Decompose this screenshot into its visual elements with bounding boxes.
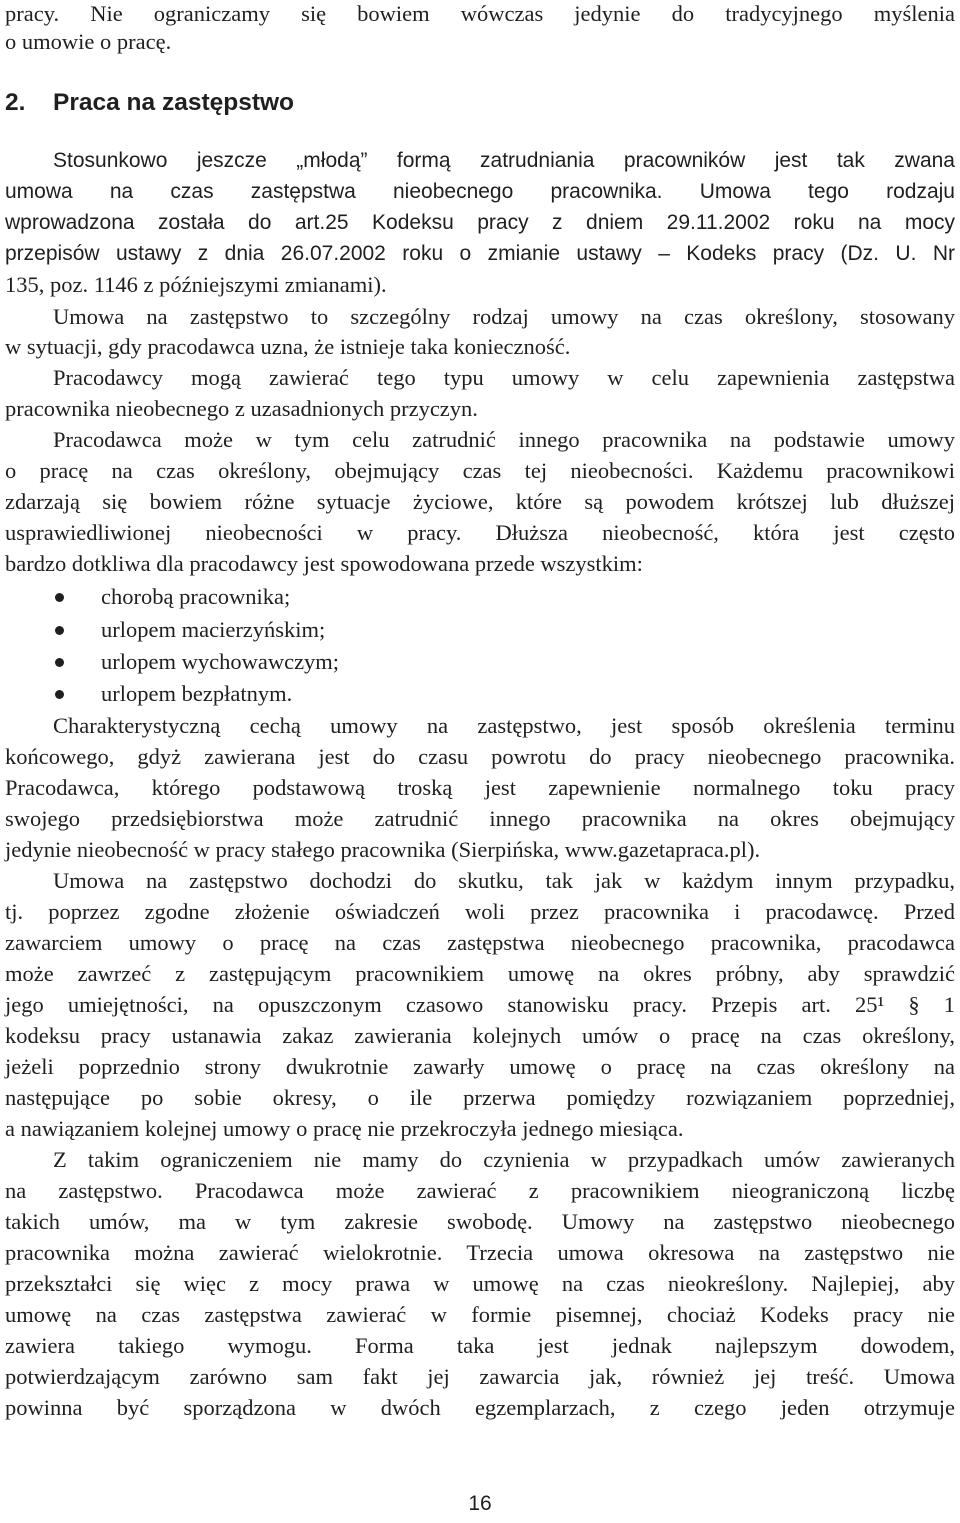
body-text-line: pracy. Nie ograniczamy się bowiem wówczas jedynie do tradycyjnego myślenia (5, 1, 955, 26)
body-text-line: Charakterystyczną cechą umowy na zastępstwo, jest sposób określenia terminu (53, 713, 955, 738)
body-text-line: może zawrzeć z zastępującym pracownikiem umowę na okres próbny, aby sprawdzić (5, 961, 955, 986)
body-text-line: przekształci się więc z mocy prawa w umowę na czas nieokreślony. Najlepiej, aby (5, 1271, 955, 1296)
body-text-line: Pracodawca może w tym celu zatrudnić innego pracownika na podstawie umowy (53, 427, 955, 452)
body-text-line: a nawiązaniem kolejnej umowy o pracę nie przekroczyła jednego miesiąca. (5, 1116, 684, 1141)
body-text-line: takich umów, ma w tym zakresie swobodę. Umowy na zastępstwo nieobecnego (5, 1209, 955, 1234)
body-text-line: Pracodawcy mogą zawierać tego typu umowy w celu zapewnienia zastępstwa (53, 365, 955, 390)
list-item (0, 583, 960, 611)
body-text-line: umowę na czas zastępstwa zawierać w formie pisemnej, chociaż Kodeks pracy nie (5, 1302, 955, 1327)
list-item-text: urlopem wychowawczym; (101, 649, 340, 674)
body-text-line: Pracodawca, którego podstawową troską jest zapewnienie normalnego toku pracy (5, 775, 955, 800)
body-text-line: o umowie o pracę. (5, 29, 172, 54)
body-text-line: jego umiejętności, na opuszczonym czasowo stanowisku pracy. Przepis art. 25¹ § 1 (5, 992, 955, 1017)
list-item-text: urlopem macierzyńskim; (101, 617, 326, 642)
section-number: 2. (5, 89, 26, 116)
list-item (0, 648, 960, 676)
body-text-line: Z takim ograniczeniem nie mamy do czynienia w przypadkach umów zawieranych (53, 1147, 955, 1172)
section-heading (5, 88, 294, 118)
body-text-line: zawiera takiego wymogu. Forma taka jest jednak najlepszym dowodem, (5, 1333, 955, 1358)
list-item-text: chorobą pracownika; (101, 584, 291, 609)
body-text-line: Stosunkowo jeszcze „młodą” formą zatrudniania pracowników jest tak zwana (53, 149, 955, 172)
body-text-line: 135, poz. 1146 z późniejszymi zmianami). (5, 272, 387, 297)
body-text-line: następujące po sobie okresy, o ile przerwa pomiędzy rozwiązaniem poprzedniej, (5, 1085, 955, 1110)
body-text-line: usprawiedliwionej nieobecności w pracy. Dłuższa nieobecność, która jest często (5, 520, 955, 545)
body-text-line: w sytuacji, gdy pracodawca uzna, że istnieje taka konieczność. (5, 334, 571, 359)
body-text-line: Umowa na zastępstwo to szczególny rodzaj umowy na czas określony, stosowany (53, 304, 955, 329)
text-fragment: 25 Kodeksu pracy z dniem 29.11.2002 roku na mocy (325, 211, 955, 234)
bullet-icon (55, 626, 64, 635)
bullet-icon (55, 593, 64, 602)
list-item (0, 616, 960, 644)
body-text-line: zawarciem umowy o pracę na czas zastępstwa nieobecnego pracownika, pracodawca (5, 930, 955, 955)
body-text-line: potwierdzającym zarówno sam fakt jej zawarcia jak, również jej treść. Umowa (5, 1364, 955, 1389)
body-text-line: pracownika nieobecnego z uzasadnionych przyczyn. (5, 396, 478, 421)
body-text-line: umowa na czas zastępstwa nieobecnego pracownika. Umowa tego rodzaju (5, 180, 955, 203)
body-text-line: na zastępstwo. Pracodawca może zawierać z pracownikiem nieograniczoną liczbę (5, 1178, 955, 1203)
body-text-line: jedynie nieobecność w pracy stałego pracownika (Sierpińska, www.gazetapraca.pl). (5, 837, 761, 862)
body-text-line: bardzo dotkliwa dla pracodawcy jest spowodowana przede wszystkim: (5, 551, 643, 576)
body-text-line: końcowego, gdyż zawierana jest do czasu powrotu do pracy nieobecnego pracownika. (5, 744, 955, 769)
body-text-line: Umowa na zastępstwo dochodzi do skutku, tak jak w każdym innym przypadku, (53, 868, 955, 893)
body-text-line: przepisów ustawy z dnia 26.07.2002 roku o zmianie ustawy – Kodeks pracy (Dz. U. Nr (5, 242, 955, 265)
body-text-line: pracownika można zawierać wielokrotnie. Trzecia umowa okresowa na zastępstwo nie (5, 1240, 955, 1265)
page-number: 16 (468, 1492, 492, 1515)
bullet-icon (55, 658, 64, 667)
section-title: Praca na zastępstwo (53, 89, 295, 116)
body-text-line: zdarzają się bowiem różne sytuacje życiowe, które są powodem krótszej lub dłuższej (5, 489, 955, 514)
body-text-line: swojego przedsiębiorstwa może zatrudnić innego pracownika na okres obejmujący (5, 806, 955, 831)
list-item-text: urlopem bezpłatnym. (101, 681, 293, 706)
text-fragment: wprowadzona została do art. (5, 211, 326, 234)
body-text-line: kodeksu pracy ustanawia zakaz zawierania kolejnych umów o pracę na czas określony, (5, 1023, 955, 1048)
body-text-line: powinna być sporządzona w dwóch egzemplarzach, z czego jeden otrzymuje (5, 1395, 955, 1420)
body-text-line: o pracę na czas określony, obejmujący czas tej nieobecności. Każdemu pracownikowi (5, 458, 955, 483)
body-text-line: tj. poprzez zgodne złożenie oświadczeń woli przez pracownika i pracodawcę. Przed (5, 899, 955, 924)
body-text-line: jeżeli poprzednio strony dwukrotnie zawarły umowę o pracę na czas określony na (5, 1054, 955, 1079)
list-item (0, 680, 960, 708)
body-text-line (5, 209, 955, 237)
bullet-icon (55, 690, 64, 699)
